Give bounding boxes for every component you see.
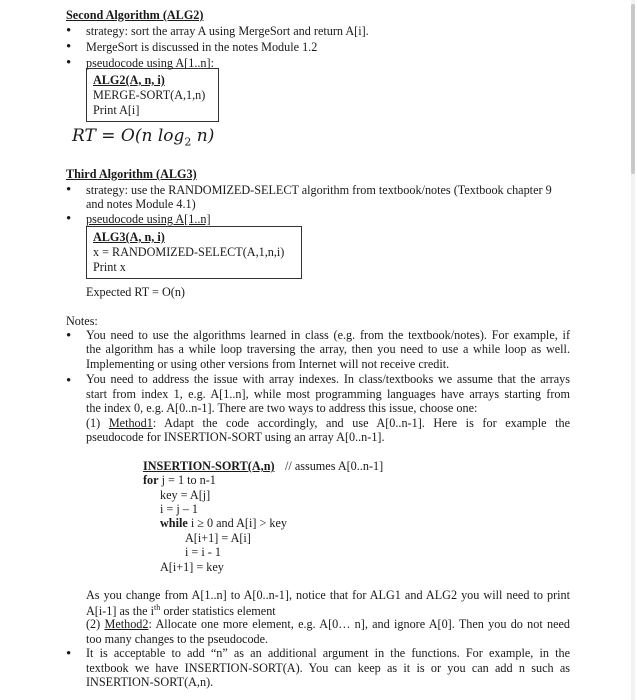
insertion-sort-title: INSERTION-SORT(A,n) xyxy=(143,459,275,473)
alg2-mergesort-note: MergeSort is discussed in the notes Module 1.2 xyxy=(86,40,318,54)
alg3-signature: ALG3(A, n, i) xyxy=(93,230,165,244)
insertion-sort-assign: A[i+1] = key xyxy=(160,560,224,574)
alg2-signature: ALG2(A, n, i) xyxy=(93,73,165,87)
scrollbar-thumb[interactable] xyxy=(631,4,635,174)
alg3-expected-runtime: Expected RT = O(n) xyxy=(86,285,185,299)
method1-line1: (1) Method1: Adapt the code accordingly, and use A[0..n-1]. Here is for example the xyxy=(86,416,571,430)
method1-line2: pseudocode for INSERTION-SORT using an array A[0..n-1]. xyxy=(86,430,385,444)
bullet-icon: • xyxy=(66,39,72,55)
notes-bullet3-line3: INSERTION-SORT(A,n). xyxy=(86,675,214,689)
scrollbar[interactable] xyxy=(631,0,635,700)
insertion-sort-comment: // assumes A[0..n-1] xyxy=(285,459,384,473)
insertion-sort-shift: A[i+1] = A[i] xyxy=(185,531,251,545)
notes-bullet1-line3: Implementing or using other versions from Internet will not receive credit. xyxy=(86,357,450,371)
bullet-icon: • xyxy=(66,182,72,198)
change-note-line2: A[i-1] as the $i^{th}$ order statistics element xyxy=(86,603,276,619)
change-note-line1: As you change from A[1..n] to A[0..n-1], notice that for ALG1 and ALG2 you will need to print xyxy=(86,588,570,602)
insertion-sort-decrement: i = i - 1 xyxy=(185,545,221,559)
notes-bullet1-line1: You need to use the algorithms learned in class (e.g. from the textbook/notes). For example, if xyxy=(86,328,570,342)
notes-bullet3-line2: textbook we have INSERTION-SORT(A). You can keep as it is or you can add n such as xyxy=(86,661,570,675)
alg3-pseudocode-label: pseudocode using A[1..n] xyxy=(86,212,211,226)
alg3-strategy-line1: strategy: use the RANDOMIZED-SELECT algorithm from textbook/notes (Textbook chapter 9 xyxy=(86,183,552,197)
method2-line2: too many changes to the pseudocode. xyxy=(86,632,269,646)
alg2-strategy: strategy: sort the array A using MergeSort and return A[i]. xyxy=(86,24,369,38)
alg2-runtime: RT = O(n $\log_2 n$) xyxy=(72,126,215,149)
alg3-strategy-line2: and notes Module 4.1) xyxy=(86,197,196,211)
notes-bullet2-line1: You need to address the issue with array indexes. In class/textbooks we assume that the arrays xyxy=(86,372,570,386)
notes-bullet1-line2: the algorithm has a while loop traversing the array, then you need to use a while loop as well. xyxy=(86,342,570,356)
insertion-sort-key: key = A[j] xyxy=(160,488,211,502)
bullet-icon: • xyxy=(66,23,72,39)
notes-bullet2-line3: the index 0, e.g. A[0..n-1]. There are two ways to address this issue, choose one: xyxy=(86,401,478,415)
bullet-icon: • xyxy=(66,328,72,344)
alg2-mergesort-call: MERGE-SORT(A,1,n) xyxy=(93,88,206,102)
alg3-select-call: x = RANDOMIZED-SELECT(A,1,n,i) xyxy=(93,245,285,259)
insertion-sort-for: for j = 1 to n-1 xyxy=(143,473,216,487)
alg3-heading: Third Algorithm (ALG3) xyxy=(66,167,197,181)
notes-bullet2-line2: start from index 1, e.g. A[1..n], while most programming languages have arrays starting from xyxy=(86,387,570,401)
notes-bullet3-line1: It is acceptable to add “n” as an additional argument in the functions. For example, in the xyxy=(86,646,570,660)
alg2-print: Print A[i] xyxy=(93,103,140,117)
insertion-sort-i-init: i = j – 1 xyxy=(160,502,199,516)
bullet-icon: • xyxy=(66,55,72,71)
bullet-icon: • xyxy=(66,211,72,227)
notes-label: Notes: xyxy=(66,314,98,328)
bullet-icon: • xyxy=(66,373,72,389)
alg2-heading: Second Algorithm (ALG2) xyxy=(66,8,204,22)
alg2-pseudocode-label: pseudocode using A[1..n]: xyxy=(86,56,214,70)
insertion-sort-while: while i ≥ 0 and A[i] > key xyxy=(160,516,287,530)
alg3-print: Print x xyxy=(93,260,126,274)
method2-line1: (2) Method2: Allocate one more element, e.g. A[0… n], and ignore A[0]. Then you do not need xyxy=(86,617,570,631)
bullet-icon: • xyxy=(66,646,72,662)
